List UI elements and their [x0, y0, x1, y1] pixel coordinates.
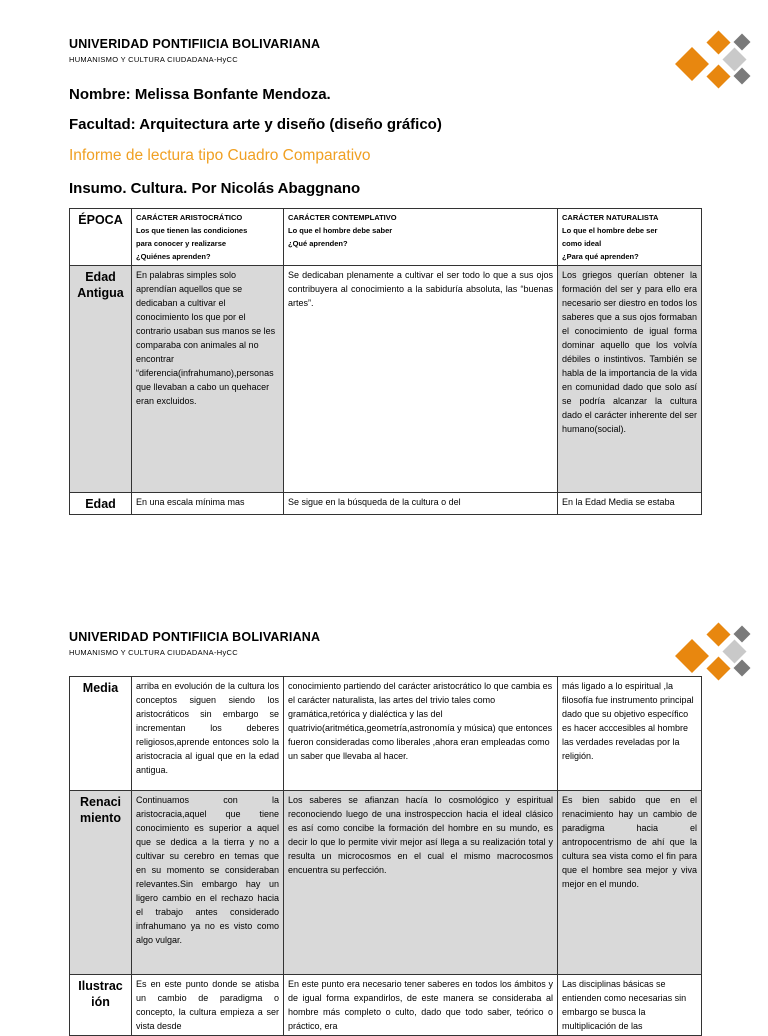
naturalist-cell: Es bien sabido que en el renacimiento hay un cambio de paradigma hacia el antropocentrismo de ahí que la cultura sea vista como el fin para que el hombre sea mejor y viva mejor en el mundo. [558, 791, 702, 975]
table-row [70, 493, 702, 515]
header-contemplative [284, 209, 558, 266]
header-naturalist-line2: como ideal [562, 239, 602, 248]
header-contemplative-title: CARÁCTER CONTEMPLATIVO [288, 213, 397, 222]
comparison-table [69, 208, 702, 515]
era-cell: Media [70, 677, 132, 791]
header-epoca: ÉPOCA [70, 209, 132, 266]
header-contemplative-line2: ¿Qué aprenden? [288, 239, 348, 248]
faculty: Facultad: Arquitectura arte y diseño (diseño gráfico) [69, 116, 442, 133]
era-cell: Edad Antigua [70, 266, 132, 493]
table-header-row [70, 209, 702, 266]
naturalist-cell: más ligado a lo espiritual ,la filosofía fue instrumento principal dado que su objetivo específico es hacer acccesibles al hombre las verdades reveladas por la religión. [558, 677, 702, 791]
aristocratic-cell: Continuamos con la aristocracia,aquel que tiene conocimiento es superior a aquel que se dedica a la tierra y no a cultivar su cerebro en temas que en su momento se consideraban relevantes.Sin embargo hay un ligero cambio en el rechazo hacia el trabajo antes considerado infrahumano ya no es visto como algo vulgar. [132, 791, 284, 975]
era-cell: Edad [70, 493, 132, 515]
university-title: UNIVERIDAD PONTIFIICIA BOLIVARIANA [69, 37, 321, 51]
header-naturalist-title: CARÁCTER NATURALISTA [562, 213, 659, 222]
header-aristocratic-line2: para conocer y realizarse [136, 239, 227, 248]
header-naturalist-line3: ¿Para qué aprenden? [562, 252, 639, 261]
report-title: Informe de lectura tipo Cuadro Comparativo [69, 147, 371, 164]
naturalist-cell: Los griegos querían obtener la formación del ser y para ello era necesario ser diestro en todos los saberes que a sus ojos formaban el conocimiento de igual forma dominar aquello que los volvía débiles o instintivos. También se habla de la importancia de la vida en comunidad dado que solo así se podría alcanzar la cultura dado el carácter inherente del ser humano(social). [558, 266, 702, 493]
student-name: Nombre: Melissa Bonfante Mendoza. [69, 86, 331, 103]
contemplative-cell: conocimiento partiendo del carácter aristocrático lo que cambia es el carácter naturalista, las artes del trivio tales como gramática,retórica y dialéctica y las del quatrivio(aritmética,geometría,astronomía y música) que entonces fueron consideradas como liberales ,ahora eran empleadas como un saber que llevaba al hacer. [284, 677, 558, 791]
header-naturalist-line1: Lo que el hombre debe ser [562, 226, 658, 235]
header-naturalist [558, 209, 702, 266]
page-2 [0, 598, 768, 1031]
contemplative-cell: En este punto era necesario tener saberes en todos los ámbitos y de igual forma expandirlos, de este manera se consideraba al hombre más completo o culto, dado que todo saber, teórico o práctico, era [284, 975, 558, 1036]
naturalist-cell: En la Edad Media se estaba [558, 493, 702, 515]
era-cell: Renaci miento [70, 791, 132, 975]
aristocratic-cell: En palabras simples solo aprendían aquellos que se dedicaban a cultivar el conocimiento los que por el contrario usaban sus manos se les comparaba con animales al no encontrar “diferencia(infrahumano),personas que llevaban a cabo un quehacer eran excluidos. [132, 266, 284, 493]
comparison-table-continued [69, 676, 702, 1036]
table-row [70, 677, 702, 791]
university-logo-icon [672, 622, 764, 682]
header-aristocratic-line1: Los que tienen las condiciones [136, 226, 248, 235]
aristocratic-cell: arriba en evolución de la cultura los conceptos siguen siendo los aristocráticos sin embargo se incrementan los deberes religiosos,aprende entonces solo la aristocracia al igual que en la edad antigua. [132, 677, 284, 791]
table-row [70, 791, 702, 975]
aristocratic-cell: Es en este punto donde se atisba un cambio de paradigma o concepto, la cultura empieza a ser vista desde [132, 975, 284, 1036]
contemplative-cell: Se sigue en la búsqueda de la cultura o del [284, 493, 558, 515]
university-logo-icon [672, 30, 764, 90]
table-row [70, 266, 702, 493]
source-title: Insumo. Cultura. Por Nicolás Abaggnano [69, 180, 361, 197]
table-row [70, 975, 702, 1036]
header-contemplative-line1: Lo que el hombre debe saber [288, 226, 393, 235]
naturalist-cell: Las disciplinas básicas se entienden como necesarias sin embargo se busca la multiplicación de las [558, 975, 702, 1036]
era-cell: Ilustrac ión [70, 975, 132, 1036]
contemplative-cell: Los saberes se afianzan hacía lo cosmológico y espiritual reconociendo luego de una instrospeccion hacia el ideal clásico es así como concibe la formación del hombre en su mundo, es decir lo que lo permite vivir mejor así llega a su realización total y resulta un microcosmos en el cual el mismo macrocosmos encuentra su perfección. [284, 791, 558, 975]
university-title: UNIVERIDAD PONTIFIICIA BOLIVARIANA [69, 630, 321, 644]
header-aristocratic-title: CARÁCTER ARISTOCRÁTICO [136, 213, 243, 222]
university-subtitle: HUMANISMO Y CULTURA CIUDADANA-HyCC [69, 55, 238, 64]
header-aristocratic [132, 209, 284, 266]
university-subtitle: HUMANISMO Y CULTURA CIUDADANA-HyCC [69, 648, 238, 657]
contemplative-cell: Se dedicaban plenamente a cultivar el ser todo lo que a sus ojos contribuyera al conocimiento a la sabiduría absoluta, las “buenas artes”. [284, 266, 558, 493]
header-aristocratic-line3: ¿Quiénes aprenden? [136, 252, 211, 261]
aristocratic-cell: En una escala mínima mas [132, 493, 284, 515]
